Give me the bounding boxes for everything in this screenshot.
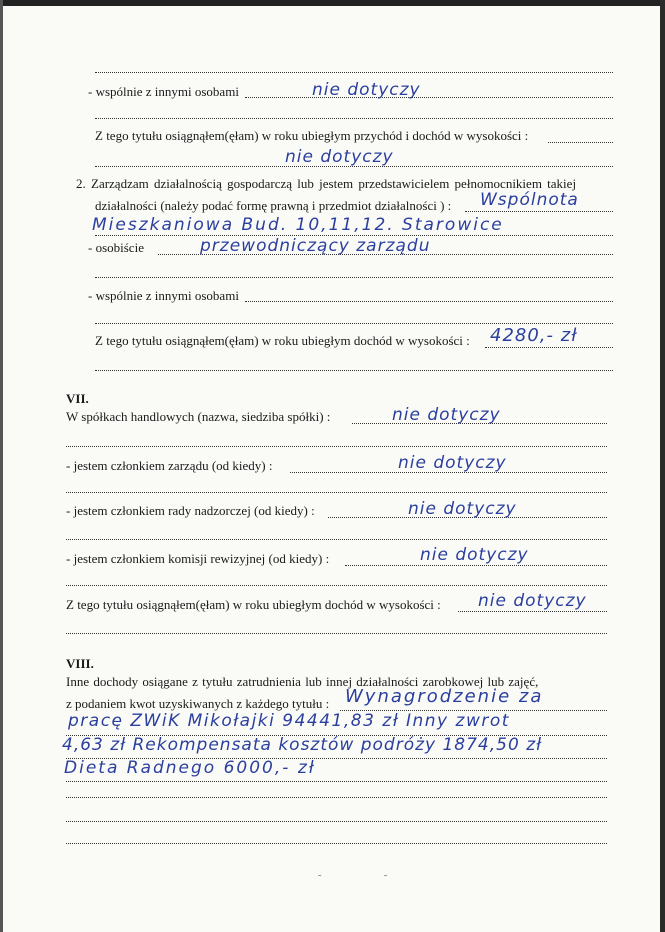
dotted-line [95,72,613,73]
scan-edge-right [660,0,665,932]
business-form-label: działalności (należy podać formę prawną i przedmiot działalności ) : [95,198,452,213]
dotted-line [66,446,607,447]
companies-income-label: Z tego tytułu osiągnąłem(ęłam) w roku ubiegłym dochód w wysokości : [66,597,441,612]
other-income-value-c: 4,63 zł Rekompensata kosztów podróży 1874,50 zł [62,735,542,755]
supervisory-board-label: - jestem członkiem rady nadzorczej (od kiedy) : [66,503,315,518]
dotted-line [485,347,613,348]
dotted-line [458,611,607,612]
other-income-value-b: pracę ZWiK Mikołajki 94441,83 zł Inny zwrot [68,711,510,731]
dotted-line [245,97,613,98]
dotted-line [66,492,607,493]
dotted-line [548,142,613,143]
business-form-value-b: Mieszkaniowa Bud. 10,11,12. Starowice [92,215,504,235]
dotted-line [345,565,607,566]
companies-income-value: nie dotyczy [478,591,587,611]
dotted-line [95,118,613,119]
revenue-income-value: nie dotyczy [285,147,394,167]
audit-committee-value: nie dotyczy [420,545,529,565]
dotted-line [66,843,607,844]
other-income-text: Inne dochody osiągane z tytułu zatrudnienia lub innej działalności zarobkowej lub zajęć, [66,674,539,689]
dotted-line [66,821,607,822]
dotted-line [95,277,613,278]
companies-label: W spółkach handlowych (nazwa, siedziba spółki) : [66,409,331,424]
supervisory-board-value: nie dotyczy [408,499,517,519]
other-income-value-a: Wynagrodzenie za [345,686,544,707]
board-member-label: - jestem członkiem zarządu (od kiedy) : [66,458,273,473]
section-viii-heading: VIII. [66,656,94,671]
other-income-value-d: Dieta Radnego 6000,- zł [64,758,316,778]
scan-marks: ˜ ˜ [318,874,418,885]
dotted-line [66,633,607,634]
other-income-label: z podaniem kwot uzyskiwanych z każdego tytułu : [66,696,330,711]
joint-activity-label: - wspólnie z innymi osobami [88,84,239,99]
board-member-value: nie dotyczy [398,453,507,473]
dotted-line [245,301,613,302]
business-form-value-a: Wspólnota [480,190,579,210]
scan-edge-top [0,0,665,6]
revenue-income-label: Z tego tytułu osiągnąłem(ęłam) w roku ubiegłym przychód i dochód w wysokości : [95,128,529,143]
dotted-line [66,781,607,782]
dotted-line [95,323,613,324]
companies-value: nie dotyczy [392,405,501,425]
dotted-line [465,211,613,212]
joint-activity-value: nie dotyczy [312,80,421,100]
audit-committee-label: - jestem członkiem komisji rewizyjnej (od kiedy) : [66,551,330,566]
dotted-line [66,539,607,540]
joint-management-label: - wspólnie z innymi osobami [88,288,239,303]
personally-value: przewodniczący zarządu [200,236,431,256]
business-income-value: 4280,- zł [490,325,578,346]
dotted-line [66,797,607,798]
business-management-text: 2. Zarządzam działalnością gospodarczą lub jestem przedstawicielem pełnomocnikiem takiej [76,176,577,191]
dotted-line [66,585,607,586]
dotted-line [95,370,613,371]
business-income-label: Z tego tytułu osiągnąłem(ęłam) w roku ubiegłym dochód w wysokości : [95,333,470,348]
section-vii-heading: VII. [66,391,89,406]
scan-edge-left [0,0,3,932]
personally-label: - osobiście [88,240,144,255]
